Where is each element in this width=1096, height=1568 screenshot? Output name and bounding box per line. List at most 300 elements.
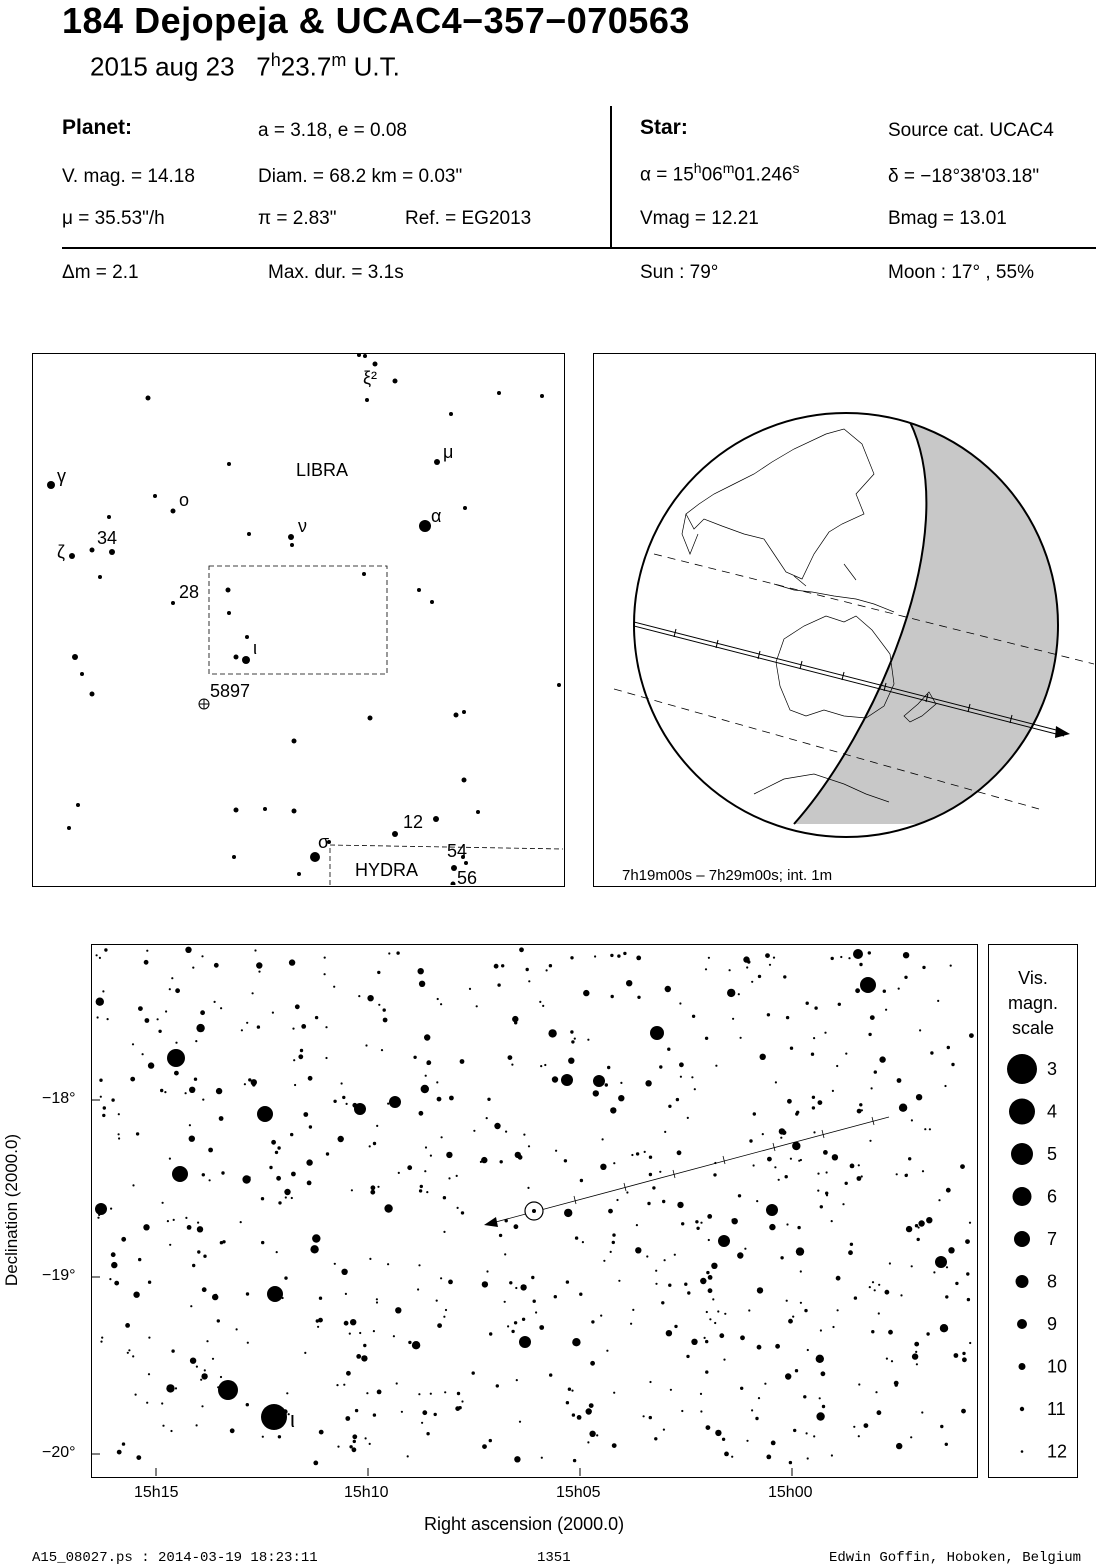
field-star [417,1288,419,1290]
field-star [960,1164,965,1169]
field-star [308,1076,313,1081]
field-star [202,1287,207,1292]
field-star [845,1053,847,1055]
field-star [162,1202,164,1204]
field-star [111,1252,116,1257]
field-star [954,1353,959,1358]
field-star [655,1270,657,1272]
field-star [806,1002,809,1005]
field-star [216,1088,222,1094]
field-star [341,1082,343,1084]
star-dot [365,398,369,402]
field-star [967,1298,970,1301]
star-dot [76,803,80,807]
field-star [148,1062,154,1068]
field-star [922,966,925,969]
field-star [365,1437,367,1439]
field-star [574,1038,576,1040]
detail-chart-svg [92,945,976,1476]
field-star [767,1013,770,1016]
field-star [146,950,148,952]
field-star [705,968,707,970]
field-star [962,1357,967,1362]
path-tick [773,1143,775,1151]
scale-dot-10 [1019,1363,1026,1370]
field-star [831,957,834,960]
star-dot [357,354,361,357]
field-star [871,1087,873,1089]
star-dot [393,379,398,384]
field-star [727,989,735,997]
field-star [644,1151,646,1153]
field-star [908,1157,911,1160]
star-dot [234,808,239,813]
field-star [746,1440,748,1442]
max-duration: Max. dur. = 3.1s [268,262,404,283]
field-star [148,1373,150,1375]
label-iota: ι [253,638,257,658]
field-star [317,1326,319,1328]
field-star [426,1432,429,1435]
field-star [190,1358,196,1364]
field-star [589,1431,595,1437]
field-star [916,1094,922,1100]
field-star [886,1358,888,1360]
star-dot [464,861,468,865]
field-star [795,1369,798,1372]
field-star [252,992,254,994]
field-star [800,1270,802,1272]
scale-label-7: 7 [1047,1229,1058,1249]
field-star [840,956,842,958]
field-star [910,1436,912,1438]
field-star [269,1166,272,1169]
field-star [114,1281,119,1286]
field-star [419,1111,424,1116]
field-star [724,1313,726,1315]
field-star [486,1117,488,1119]
field-star [185,1092,187,1094]
field-star [194,1078,197,1081]
field-star [212,1358,214,1360]
landmass-asia [686,429,874,579]
field-star [371,1185,376,1190]
field-star [383,1008,386,1011]
field-star [842,1203,844,1205]
star-bmag: Bmag = 13.01 [888,208,1007,229]
field-star [906,1174,908,1176]
field-star [294,1084,296,1086]
field-star [312,1234,320,1242]
field-star [514,1224,519,1229]
field-star [600,1164,606,1170]
field-star [540,1065,542,1067]
field-star [664,1259,666,1261]
field-star [694,1088,696,1090]
label-zeta: ζ [57,542,65,562]
field-star [291,1197,293,1199]
field-star [804,1309,807,1312]
field-star [539,1001,541,1003]
field-star [254,949,256,951]
field-star [589,1403,594,1408]
field-star [938,1199,940,1201]
field-star [271,1140,276,1145]
globe-svg [594,354,1094,885]
field-star [618,1095,624,1101]
field-star [593,1090,599,1096]
field-star [509,1281,512,1284]
field-star [818,1100,823,1105]
field-star [292,1028,294,1030]
field-star [443,1316,445,1318]
field-star [185,947,191,953]
magnitude-scale [988,944,1078,1478]
field-star [220,1376,222,1378]
field-star [356,1354,361,1359]
field-star [221,1171,224,1174]
field-star [782,1130,787,1135]
star-ra: $\alpha = 15^h06^m01.246^s$ [640,160,800,186]
field-star [812,1106,815,1109]
field-star [889,1262,891,1264]
xtick-label-1515: 15h15 [134,1484,179,1501]
field-star [666,1330,672,1336]
field-star [99,957,101,959]
field-star [516,1379,518,1381]
field-star [519,1421,521,1423]
field-star [209,1179,211,1181]
field-star [785,1373,791,1379]
field-star [455,1406,460,1411]
field-star [278,1435,281,1438]
field-star [443,1196,446,1199]
field-star [549,1373,552,1376]
field-star [341,1269,347,1275]
field-star [200,1010,205,1015]
field-star [743,956,749,962]
field-star [649,1173,652,1176]
star-dot [80,672,84,676]
field-star [318,1318,323,1323]
field-star [780,1137,782,1139]
field-star [257,1025,260,1028]
field-star [355,1409,358,1412]
field-star [775,1344,780,1349]
scale-rows [1007,1054,1067,1462]
field-star [594,955,596,957]
bright-star [95,1203,107,1215]
field-star [219,1116,224,1121]
footer-number: 1351 [537,1550,571,1566]
field-star [110,1208,112,1210]
field-star [161,1402,163,1404]
field-star [966,1272,969,1275]
field-star [171,1349,174,1352]
field-star [514,1021,517,1024]
field-star [677,1150,682,1155]
field-star [192,967,194,969]
field-star [230,1428,235,1433]
field-star [832,1090,834,1092]
field-star [564,1209,572,1217]
field-star [800,1302,802,1304]
field-star [143,1224,149,1230]
star-dot [292,809,297,814]
field-star [261,1197,264,1200]
scale-dot-4 [1009,1099,1035,1125]
field-star [289,959,295,965]
star-dot [557,683,561,687]
field-star [753,1112,756,1115]
field-star [419,981,425,987]
field-star [445,1309,447,1311]
field-star [719,1333,724,1338]
field-star [679,1062,684,1067]
field-star [969,1342,971,1344]
field-star [940,1324,948,1332]
field-star [744,1248,746,1250]
field-star [626,980,632,986]
field-star [919,1029,921,1031]
field-star [861,1109,863,1111]
field-star [806,1432,808,1434]
field-star [457,1207,459,1209]
field-star [947,1046,950,1049]
field-star [197,1250,200,1253]
field-star [460,1059,465,1064]
field-star [515,1287,517,1289]
field-star [898,988,900,990]
field-star [111,1262,117,1268]
field-star [606,1350,608,1352]
field-star [307,1181,312,1186]
scale-dot-5 [1011,1143,1033,1165]
target-star [532,1209,536,1213]
field-star [175,988,180,993]
field-star [192,1264,195,1267]
field-star [850,1243,853,1246]
field-star [272,1012,274,1014]
field-star [708,1239,710,1241]
field-star [300,1049,303,1052]
field-star [568,1388,571,1391]
field-star [96,998,104,1006]
field-star [811,1053,814,1056]
field-star [786,1300,788,1302]
field-star [636,956,641,961]
star-dec: δ = −18°38'03.18" [888,166,1040,187]
field-star [136,1132,139,1135]
field-star [427,1063,429,1065]
scale-dot-8 [1016,1275,1029,1288]
field-star [946,1188,951,1193]
bright-star [561,1074,573,1086]
field-star [251,1079,257,1085]
star-dot [292,739,297,744]
field-star [144,960,149,965]
field-star [764,1383,766,1385]
scale-label-6: 6 [1047,1186,1058,1207]
field-star [200,1379,202,1381]
field-star [681,1410,683,1412]
field-star [570,956,573,959]
field-star [526,968,529,971]
field-star [649,1156,652,1159]
field-star [276,1251,278,1253]
field-star [369,1145,371,1147]
field-star [136,1455,141,1460]
star-dot [449,412,453,416]
field-star [396,1382,398,1384]
field-star [396,951,399,954]
field-star [138,1006,143,1011]
field-star [107,1018,109,1020]
field-star [831,1220,833,1222]
field-star [822,1405,825,1408]
field-star [571,1390,573,1392]
field-star [580,1179,583,1182]
field-star [571,1040,574,1043]
label-34: 34 [97,528,118,548]
field-star [395,1307,401,1313]
field-star [319,1430,324,1435]
landmass-indonesia [774,564,894,612]
field-star [661,1301,664,1304]
field-star [290,1133,293,1136]
scale-dot-3 [1007,1054,1037,1084]
field-star [746,966,748,968]
field-star [338,1136,344,1142]
field-star [118,1133,120,1135]
field-star [778,1179,780,1181]
globe-caption: 7h19m00s – 7h29m00s; int. 1m [622,867,833,884]
field-star [807,1457,809,1459]
field-star [832,1154,838,1160]
footer-author: Edwin Goffin, Hoboken, Belgium [829,1550,1082,1566]
detail-iota-label: ι [290,1407,295,1432]
planet-label: Planet: [62,116,133,139]
field-star [376,1301,378,1303]
field-star [824,1032,826,1034]
field-star [926,1332,929,1335]
field-star [831,1454,833,1456]
field-star [99,1079,102,1082]
star-dot [171,601,175,605]
field-star [518,1458,520,1460]
field-star [853,1426,855,1428]
xtick-label-1505: 15h05 [556,1484,601,1501]
star-dot [245,635,249,639]
field-star [507,1325,509,1327]
planet-orbit: a = 3.18, e = 0.08 [258,120,407,141]
field-star [874,1289,876,1291]
star-dot [242,656,250,664]
field-star [421,1422,423,1424]
field-star [519,947,524,952]
field-star [649,1416,652,1419]
field-star [351,1189,353,1191]
field-star [870,1015,875,1020]
field-star [670,1389,672,1391]
field-star [940,1425,943,1428]
field-star [325,1057,327,1059]
field-star [789,1461,792,1464]
event-time-minutes: 23.7 [280,51,332,82]
scale-dot-7 [1014,1231,1030,1247]
field-star [440,1277,442,1279]
field-star [246,1292,249,1295]
field-star [663,1429,665,1431]
field-star [118,1113,120,1115]
ytick-label-20: −20° [42,1444,76,1461]
field-star [575,1236,578,1239]
field-star [542,1005,544,1007]
field-star [610,1251,612,1253]
field-star [796,1247,804,1255]
field-star [850,1164,855,1169]
field-star [301,1024,306,1029]
field-star [486,1270,488,1272]
field-star [425,1146,427,1148]
field-star [885,1009,887,1011]
field-star [220,1241,223,1244]
field-star [680,1076,682,1078]
field-star [285,1196,287,1198]
field-star [872,1281,874,1283]
field-star [662,1200,665,1203]
field-star [333,1100,336,1103]
scale-label-12: 12 [1047,1441,1068,1462]
footer-file: A15_08027.ps : 2014-03-19 18:23:11 [32,1550,318,1566]
field-star [352,1434,357,1439]
field-star [783,975,786,978]
field-star [189,1136,195,1142]
field-star [820,1205,823,1208]
field-star [369,1443,371,1445]
field-star [246,1403,249,1406]
field-star [700,1278,706,1284]
field-star [929,1128,931,1130]
field-star [918,1226,920,1228]
field-star [104,948,107,951]
field-star [419,1189,422,1192]
field-star [549,964,552,967]
scale-dot-9 [1017,1319,1027,1329]
field-star [401,1411,403,1413]
finder-stars [47,354,561,885]
field-star [757,1345,762,1350]
field-star [612,1233,615,1236]
field-star [241,1029,243,1031]
hours-sup: h [270,50,281,70]
star-dot [462,778,467,783]
field-star [494,1123,500,1129]
bright-star [218,1380,238,1400]
field-star [645,1080,651,1086]
field-star [667,987,670,990]
field-star [714,1322,716,1324]
field-star [522,1318,525,1321]
field-star [293,1059,295,1061]
field-star [613,1162,615,1164]
star-dot [451,882,456,886]
bright-star [389,1096,401,1108]
field-star [189,1087,195,1093]
event-time-hours: 7 [256,51,271,82]
field-star [712,1298,714,1300]
field-star [373,1330,375,1332]
